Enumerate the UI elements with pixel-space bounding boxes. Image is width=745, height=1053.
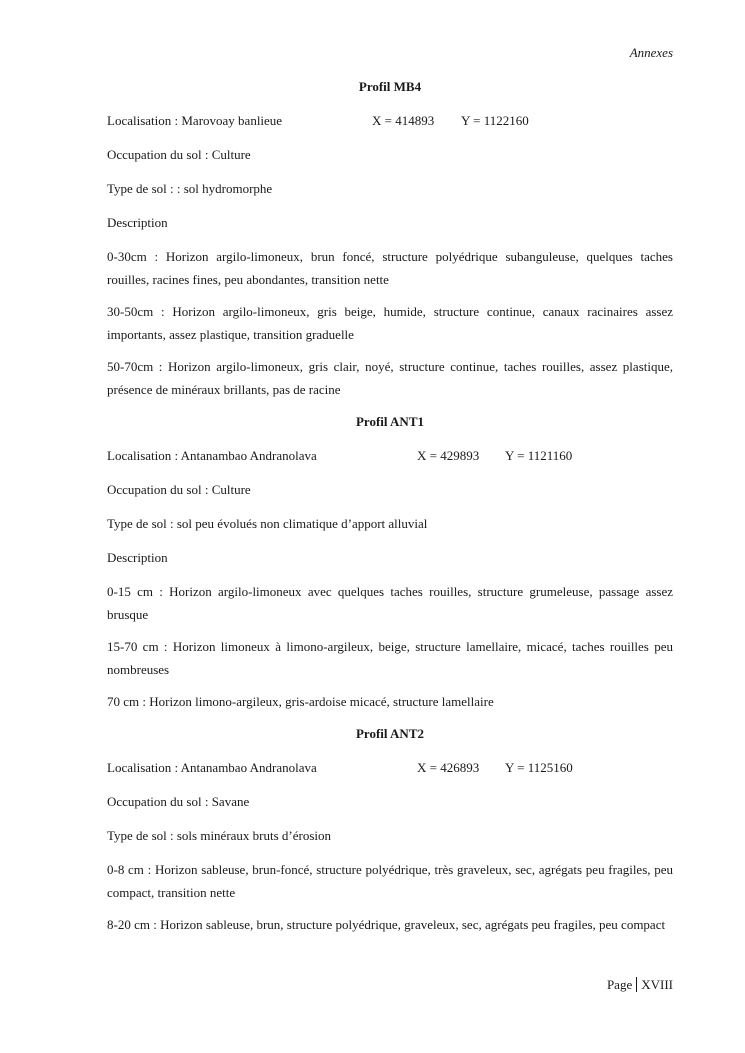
occupation-text: Occupation du sol : Culture [107, 147, 251, 162]
profile-title: Profil ANT1 [355, 414, 424, 429]
page-footer [607, 977, 673, 993]
coord-x: X = 414893 [372, 113, 435, 128]
occupation-text: Occupation du sol : Savane [107, 794, 250, 809]
horizon-paragraph: 50-70cm : Horizon argilo-limoneux, gris clair, noyé, structure continue, taches rouilles, assez plastique, présence de minéraux brillants, pas de racine [107, 359, 673, 397]
page-label: Page [606, 977, 633, 992]
localisation-text: Localisation : Antanambao Andranolava [107, 760, 317, 775]
horizon-paragraph: 0-30cm : Horizon argilo-limoneux, brun foncé, structure polyédrique subanguleuse, quelques taches rouilles, racines fines, peu abondantes, transition nette [107, 249, 673, 287]
horizon-paragraph: 8-20 cm : Horizon sableuse, brun, structure polyédrique, graveleux, sec, agrégats peu fragiles, peu compact [107, 917, 666, 932]
localisation-row [107, 112, 673, 130]
coord-y: Y = 1121160 [505, 448, 573, 463]
soil-type-text: Type de sol : : sol hydromorphe [107, 181, 273, 196]
localisation-text: Localisation : Antanambao Andranolava [107, 448, 317, 463]
occupation-text: Occupation du sol : Culture [107, 482, 251, 497]
footer-separator [636, 977, 637, 992]
coord-y: Y = 1125160 [505, 760, 573, 775]
page-number: XVIII [641, 977, 673, 992]
profile-title: Profil ANT2 [355, 726, 424, 741]
running-header: Annexes [629, 45, 673, 60]
localisation-row [107, 759, 673, 777]
coord-x: X = 429893 [417, 448, 480, 463]
localisation-text: Localisation : Marovoay banlieue [107, 113, 283, 128]
localisation-row [107, 447, 673, 465]
horizon-paragraph: 0-15 cm : Horizon argilo-limoneux avec quelques taches rouilles, structure grumeleuse, passage assez brusque [107, 584, 673, 622]
profile-title: Profil MB4 [358, 79, 422, 94]
description-label: Description [107, 215, 168, 230]
soil-type-text: Type de sol : sols minéraux bruts d’érosion [107, 828, 332, 843]
description-label: Description [107, 550, 168, 565]
horizon-paragraph: 0-8 cm : Horizon sableuse, brun-foncé, structure polyédrique, très graveleux, sec, agrégats peu fragiles, peu compact, transition nette [107, 862, 673, 900]
coord-x: X = 426893 [417, 760, 480, 775]
soil-type-text: Type de sol : sol peu évolués non climatique d’apport alluvial [107, 516, 428, 531]
coord-y: Y = 1122160 [461, 113, 529, 128]
page-content [107, 78, 673, 948]
horizon-paragraph: 70 cm : Horizon limono-argileux, gris-ardoise micacé, structure lamellaire [107, 694, 494, 709]
horizon-paragraph: 15-70 cm : Horizon limoneux à limono-argileux, beige, structure lamellaire, micacé, taches rouilles peu nombreuses [107, 639, 673, 677]
horizon-paragraph: 30-50cm : Horizon argilo-limoneux, gris beige, humide, structure continue, canaux racinaires assez importants, assez plastique, transition graduelle [107, 304, 673, 342]
